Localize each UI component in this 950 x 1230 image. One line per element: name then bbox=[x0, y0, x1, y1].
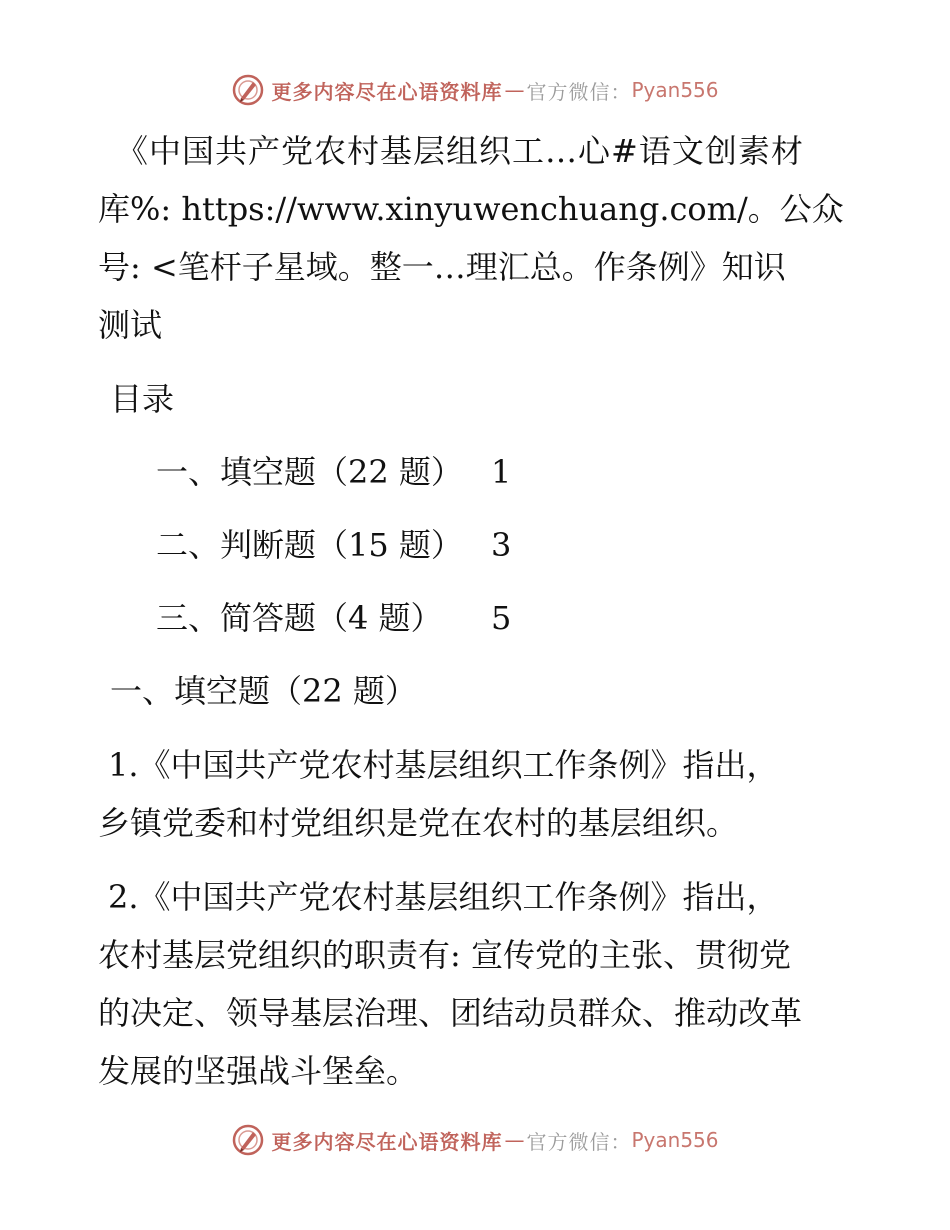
banner-brand-text: 更多内容尽在心语资料库 bbox=[271, 1129, 503, 1154]
header-banner bbox=[0, 70, 950, 110]
title-line-4: 测试 bbox=[98, 306, 163, 344]
question-text-line: 发展的坚强战斗堡垒。 bbox=[98, 1052, 419, 1090]
toc-item-label: 三、简答题（4 题） bbox=[156, 599, 443, 637]
toc-item-page: 3 bbox=[491, 526, 512, 564]
toc-item-label: 二、判断题（15 题） bbox=[156, 526, 463, 564]
question-text-line: 1.《中国共产党农村基层组织工作条例》指出， bbox=[108, 746, 779, 784]
document-title bbox=[98, 122, 858, 180]
toc-item[interactable] bbox=[98, 516, 858, 574]
section-heading: 一、填空题（22 题） bbox=[110, 672, 417, 710]
pen-logo-icon bbox=[231, 73, 265, 107]
toc-item-page: 5 bbox=[491, 599, 512, 637]
title-continuation bbox=[98, 180, 858, 354]
banner-wechat-id: Pyan556 bbox=[631, 1128, 719, 1152]
question-text-line: 农村基层党组织的职责有: 宣传党的主张、贯彻党 bbox=[98, 936, 791, 974]
banner-wechat-label: 官方微信： bbox=[526, 1129, 632, 1154]
title-line-1: 《中国共产党农村基层组织工…心#语文创素材 bbox=[116, 132, 804, 170]
toc-heading: 目录 bbox=[110, 380, 175, 418]
question-text-line: 2.《中国共产党农村基层组织工作条例》指出， bbox=[108, 878, 779, 916]
banner-wechat-label: 官方微信： bbox=[526, 79, 632, 104]
toc-item-page: 1 bbox=[491, 453, 512, 491]
toc-item[interactable] bbox=[98, 589, 858, 647]
banner-dash: — bbox=[504, 78, 525, 102]
toc-item[interactable] bbox=[98, 443, 858, 501]
title-line-2: 库%: https://www.xinyuwenchuang.com/。公众 bbox=[98, 190, 844, 228]
toc-item-label: 一、填空题（22 题） bbox=[156, 453, 463, 491]
title-line-3: 号: <笔杆子星域。整一…理汇总。作条例》知识 bbox=[98, 248, 786, 286]
question-2 bbox=[98, 868, 858, 1100]
pen-logo-icon bbox=[231, 1123, 265, 1157]
banner-wechat-id: Pyan556 bbox=[631, 78, 719, 102]
question-text-line: 的决定、领导基层治理、团结动员群众、推动改革 bbox=[98, 994, 803, 1032]
document-body bbox=[98, 122, 858, 1100]
footer-banner bbox=[0, 1120, 950, 1160]
banner-brand-text: 更多内容尽在心语资料库 bbox=[271, 79, 503, 104]
question-1 bbox=[98, 736, 858, 852]
question-text-line: 乡镇党委和村党组织是党在农村的基层组织。 bbox=[98, 804, 739, 842]
banner-dash: — bbox=[504, 1128, 525, 1152]
